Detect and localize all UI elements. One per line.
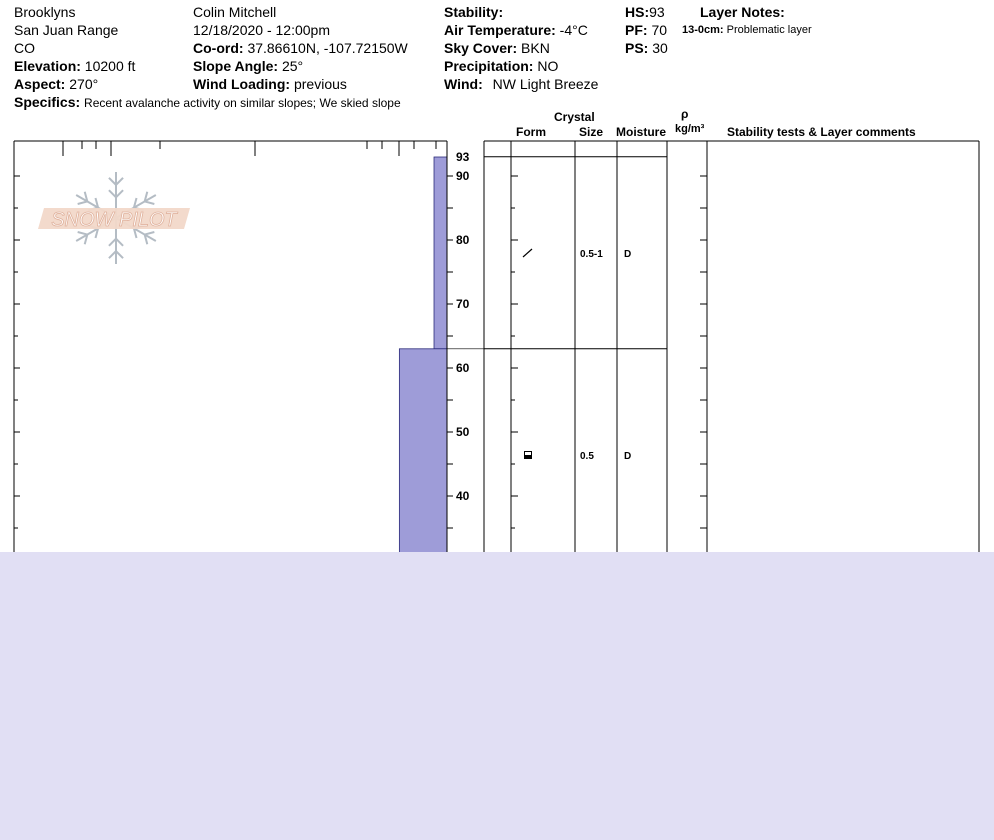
stability-label: Stability:	[444, 4, 504, 20]
overlay-panel	[0, 552, 994, 840]
precip-label: Precipitation:	[444, 58, 534, 74]
size-header: Size	[579, 125, 604, 139]
depth-label-60: 60	[456, 361, 470, 375]
hardness-bar-1	[399, 349, 447, 565]
elevation-value: 10200 ft	[84, 58, 136, 74]
ps-value: 30	[652, 40, 668, 56]
faceted-crystals-icon	[525, 452, 532, 459]
decomposing-fragments-icon	[523, 249, 532, 257]
location: Brooklyns	[14, 4, 76, 20]
coord-label: Co-ord:	[193, 40, 244, 56]
depth-label-40: 40	[456, 489, 470, 503]
ps-label: PS:	[625, 40, 649, 56]
air-temp-value: -4°C	[559, 22, 588, 38]
wind-loading-value: previous	[293, 76, 347, 92]
layer-size-0: 0.5-1	[580, 249, 603, 260]
wind-loading-label: Wind Loading:	[193, 76, 291, 92]
layer-note-text: Problematic layer	[726, 24, 812, 36]
depth-label-70: 70	[456, 297, 470, 311]
precip-value: NO	[537, 58, 559, 74]
hardness-bar-0	[434, 157, 447, 349]
pf-value: 70	[651, 22, 668, 38]
layer-note-depth: 13-0cm:	[682, 24, 724, 36]
specifics-label: Specifics:	[14, 94, 81, 110]
density-unit: kg/m³	[675, 123, 705, 135]
form-header: Form	[516, 125, 546, 139]
wind-value: NW Light Breeze	[492, 76, 599, 92]
moisture-header: Moisture	[616, 125, 667, 139]
snowpilot-logo	[38, 172, 190, 264]
state: CO	[14, 40, 35, 56]
stability-comments-header: Stability tests & Layer comments	[727, 125, 916, 139]
depth-label-80: 80	[456, 233, 470, 247]
density-rho: ρ	[681, 107, 689, 121]
crystal-header: Crystal	[554, 110, 595, 124]
aspect-value: 270°	[69, 76, 99, 92]
coord-value: 37.86610N, -107.72150W	[247, 40, 408, 56]
wind-label: Wind:	[444, 76, 483, 92]
sky-label: Sky Cover:	[444, 40, 518, 56]
sky-value: BKN	[521, 40, 550, 56]
layer-moisture-1: D	[624, 451, 632, 462]
hs-value: 93	[649, 4, 665, 20]
aspect-label: Aspect:	[14, 76, 66, 92]
specifics-value: Recent avalanche activity on similar slopes; We skied slope	[84, 96, 401, 110]
pf-label: PF:	[625, 22, 648, 38]
slope-label: Slope Angle:	[193, 58, 279, 74]
air-temp-label: Air Temperature:	[444, 22, 556, 38]
hs-depth-label: 93	[456, 149, 470, 164]
datetime: 12/18/2020 - 12:00pm	[193, 22, 330, 38]
layer-size-1: 0.5	[580, 451, 594, 462]
layer-notes-title: Layer Notes:	[700, 4, 785, 20]
observer: Colin Mitchell	[193, 4, 277, 20]
depth-label-50: 50	[456, 425, 470, 439]
depth-label-90: 90	[456, 169, 470, 183]
slope-value: 25°	[281, 58, 304, 74]
logo-text: SNOW PILOT	[51, 209, 177, 231]
hs-label: HS:	[625, 4, 650, 20]
range: San Juan Range	[14, 22, 119, 38]
layer-moisture-0: D	[624, 249, 632, 260]
elevation-label: Elevation:	[14, 58, 81, 74]
